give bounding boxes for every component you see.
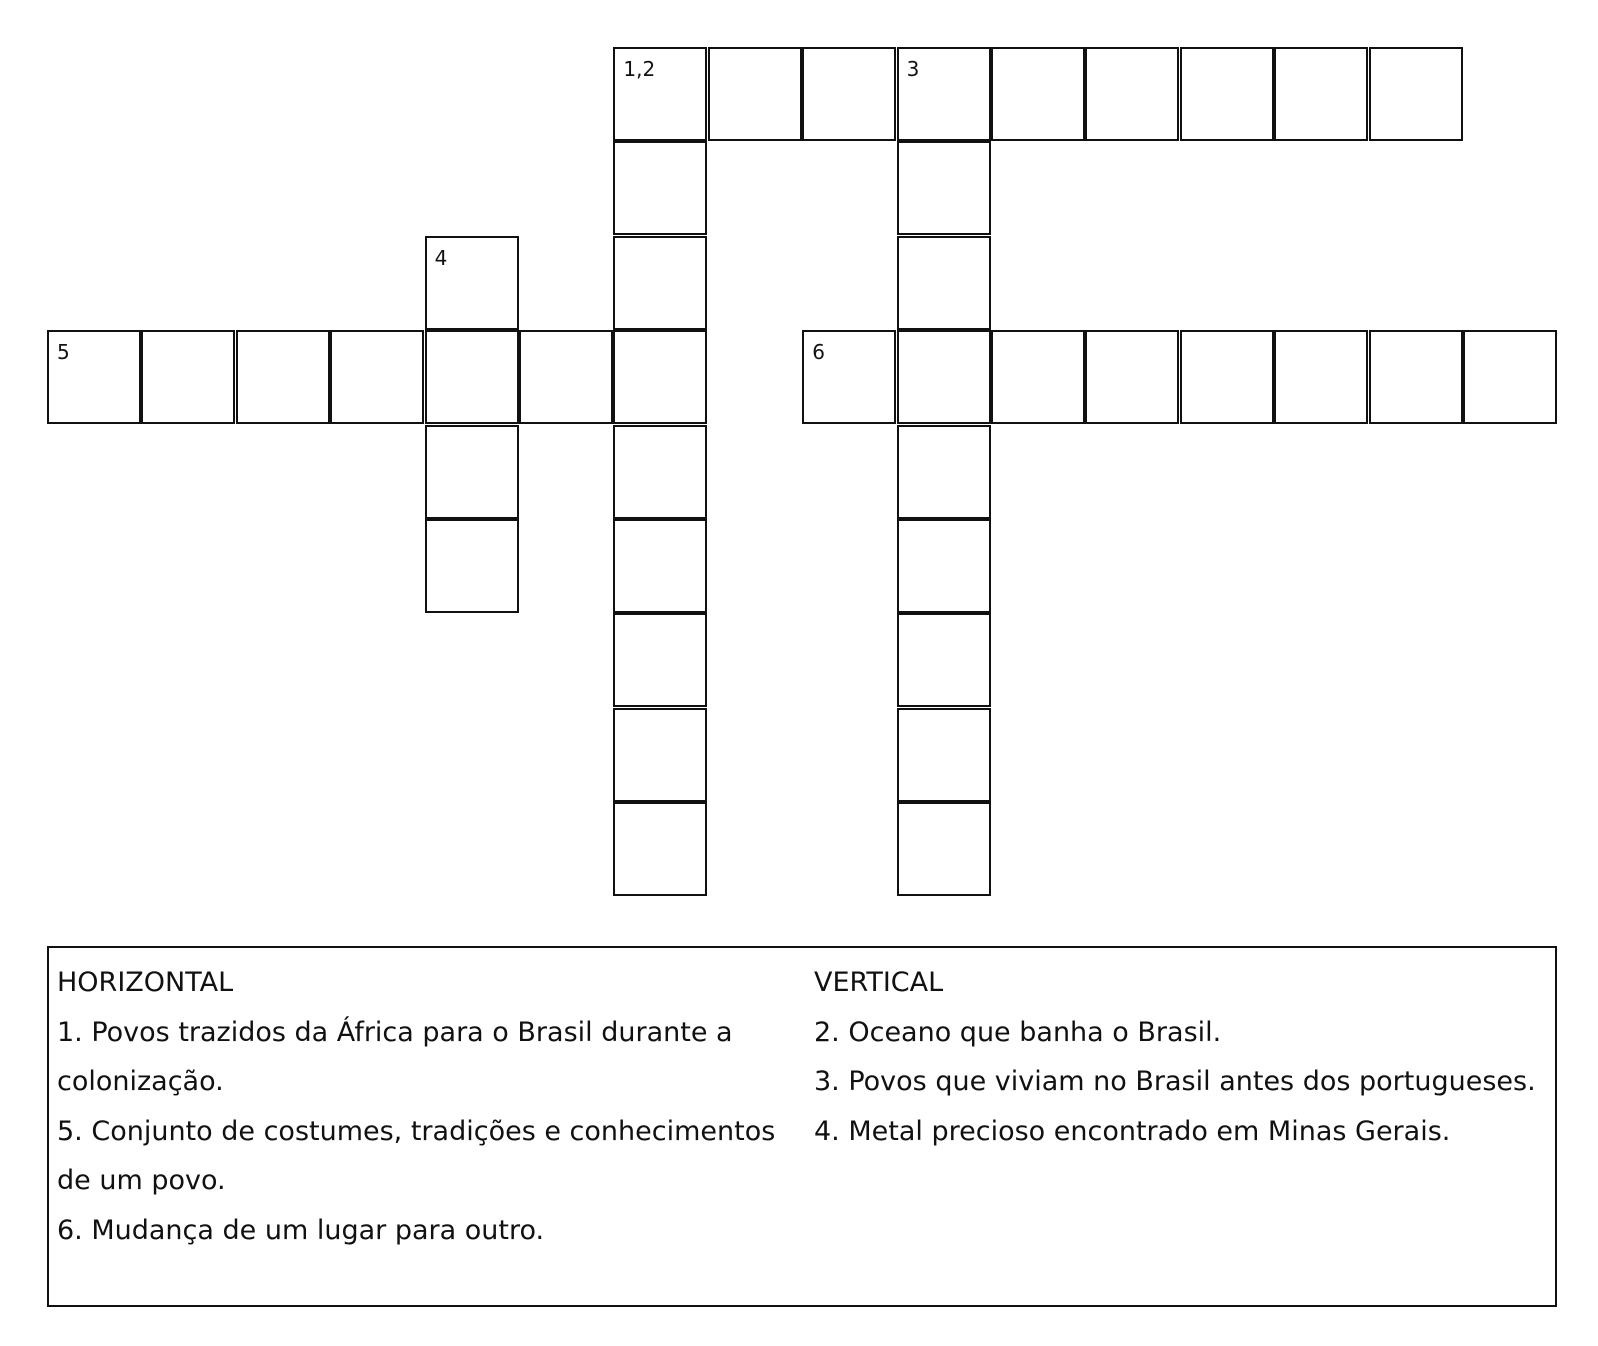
crossword-cell[interactable] bbox=[802, 47, 896, 141]
crossword-cell[interactable] bbox=[236, 330, 330, 424]
crossword-cell[interactable] bbox=[519, 330, 613, 424]
crossword-cell[interactable] bbox=[1463, 330, 1557, 424]
crossword-cell[interactable] bbox=[613, 236, 707, 330]
crossword-cell[interactable] bbox=[897, 330, 991, 424]
clue-5-line-1: 5. Conjunto de costumes, tradições e conhecimentos bbox=[57, 1115, 776, 1147]
clue-6: 6. Mudança de um lugar para outro. bbox=[57, 1214, 545, 1246]
crossword-cell[interactable] bbox=[613, 613, 707, 707]
clue-4: 4. Metal precioso encontrado em Minas Gerais. bbox=[814, 1115, 1451, 1147]
vertical-clues bbox=[814, 958, 1554, 1156]
crossword-cell[interactable] bbox=[613, 802, 707, 896]
crossword-cell[interactable] bbox=[613, 330, 707, 424]
crossword-cell[interactable] bbox=[897, 47, 991, 141]
crossword-cell[interactable] bbox=[991, 47, 1085, 141]
crossword-cell[interactable] bbox=[613, 425, 707, 519]
clue-number: 3 bbox=[906, 57, 920, 81]
crossword-cell[interactable] bbox=[897, 425, 991, 519]
crossword-cell[interactable] bbox=[897, 236, 991, 330]
crossword-cell[interactable] bbox=[1274, 47, 1368, 141]
crossword-cell[interactable] bbox=[897, 613, 991, 707]
clue-number: 1,2 bbox=[623, 57, 656, 81]
clue-1-line-1: 1. Povos trazidos da África para o Brasil durante a bbox=[57, 1016, 733, 1048]
vertical-heading: VERTICAL bbox=[814, 967, 944, 998]
crossword-cell[interactable] bbox=[1369, 47, 1463, 141]
crossword-cell[interactable] bbox=[991, 330, 1085, 424]
crossword-cell[interactable] bbox=[425, 330, 519, 424]
clue-number: 4 bbox=[434, 245, 448, 270]
clue-1-line-2: colonização. bbox=[57, 1066, 224, 1097]
crossword-cell[interactable] bbox=[1274, 330, 1368, 424]
horizontal-clues bbox=[57, 958, 777, 1255]
crossword-cell[interactable] bbox=[802, 330, 896, 424]
clues-box bbox=[47, 946, 1557, 1307]
clue-number: 6 bbox=[812, 340, 825, 365]
crossword-cell[interactable] bbox=[425, 236, 519, 330]
clue-3: 3. Povos que viviam no Brasil antes dos portugueses. bbox=[814, 1066, 1536, 1097]
crossword-cell[interactable] bbox=[425, 519, 519, 613]
clue-2: 2. Oceano que banha o Brasil. bbox=[814, 1016, 1222, 1048]
crossword-cell[interactable] bbox=[141, 330, 235, 424]
crossword-cell[interactable] bbox=[1085, 47, 1179, 141]
crossword-cell[interactable] bbox=[47, 330, 141, 424]
crossword-cell[interactable] bbox=[613, 519, 707, 613]
crossword-cell[interactable] bbox=[897, 141, 991, 235]
crossword-cell[interactable] bbox=[897, 519, 991, 613]
crossword-cell[interactable] bbox=[425, 425, 519, 519]
crossword-cell[interactable] bbox=[613, 708, 707, 802]
crossword-cell[interactable] bbox=[1180, 47, 1274, 141]
crossword-cell[interactable] bbox=[613, 47, 707, 141]
crossword-cell[interactable] bbox=[708, 47, 802, 141]
crossword-cell[interactable] bbox=[1085, 330, 1179, 424]
horizontal-heading: HORIZONTAL bbox=[57, 967, 234, 998]
crossword-cell[interactable] bbox=[897, 708, 991, 802]
clue-number: 5 bbox=[57, 340, 70, 365]
crossword-cell[interactable] bbox=[330, 330, 424, 424]
crossword-cell[interactable] bbox=[897, 802, 991, 896]
clue-5-line-2: de um povo. bbox=[57, 1165, 226, 1196]
crossword-cell[interactable] bbox=[1180, 330, 1274, 424]
crossword-cell[interactable] bbox=[613, 141, 707, 235]
crossword-cell[interactable] bbox=[1369, 330, 1463, 424]
